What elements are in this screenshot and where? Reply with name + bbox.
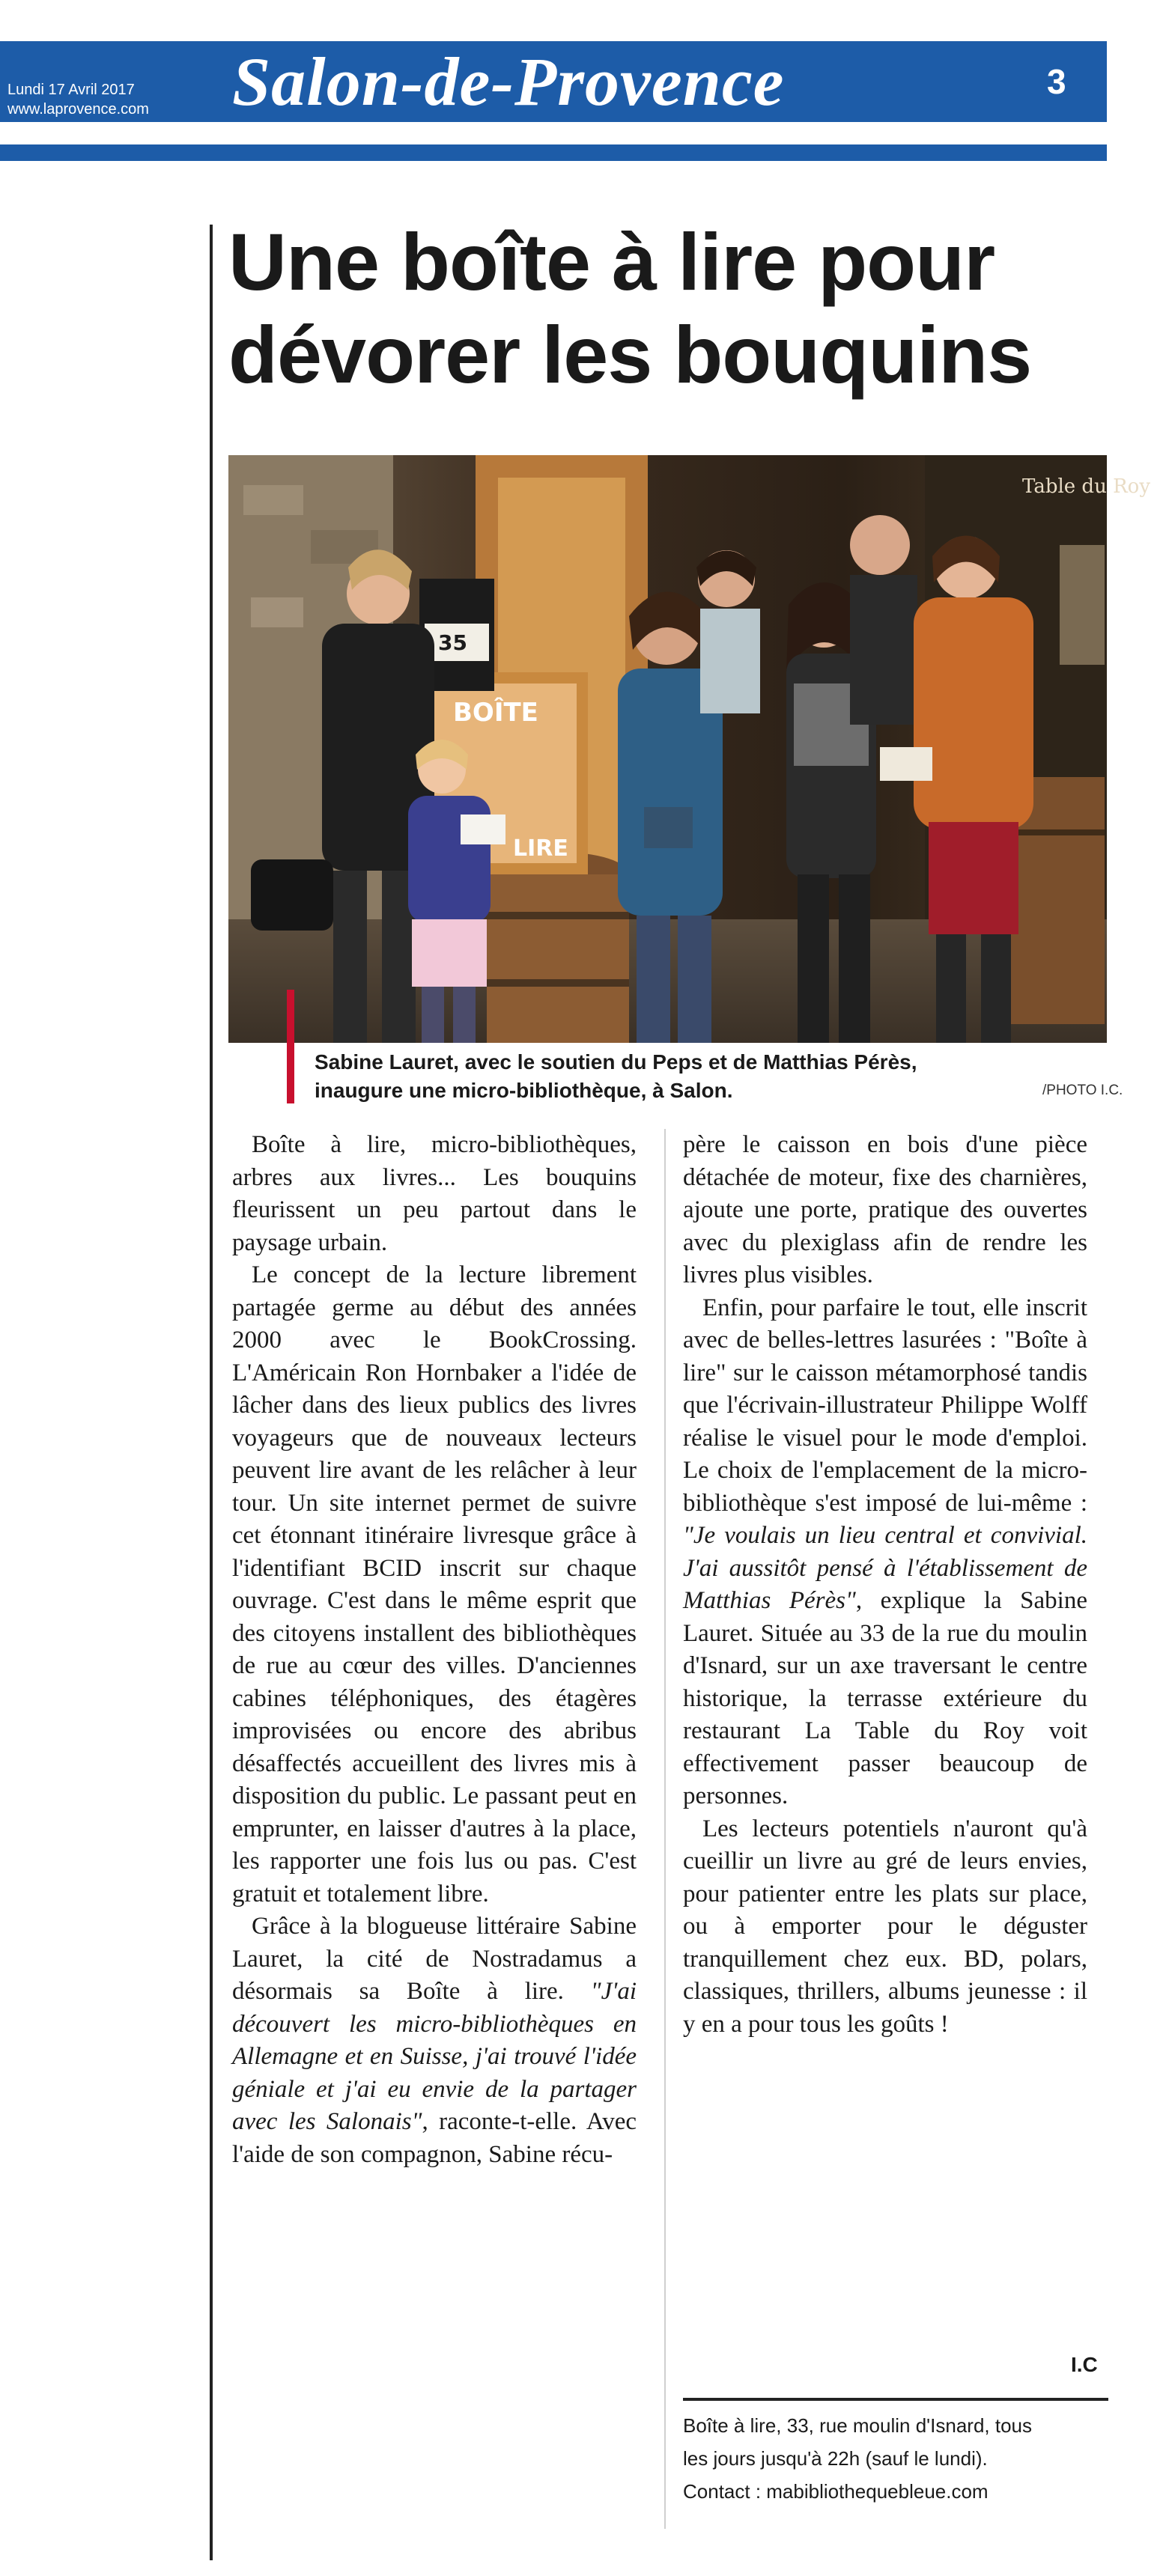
headline-line-1: Une boîte à lire pour (228, 216, 995, 307)
section-title: Salon-de-Provence (232, 43, 785, 120)
sign-lire-text: LIRE (513, 835, 568, 862)
column-divider (664, 1129, 666, 2529)
article-column-left (232, 1129, 637, 2171)
masthead-meta (7, 80, 149, 119)
paragraph-readers: Les lecteurs potentiels n'auront qu'à cueillir un livre au gré de leurs envies, pour patienter entre les plats sur place, ou à emporter pour le déguster tranquillement chez eux. BD, polars, classiques, thrillers, albums jeunesse : il y en a pour tous les goûts ! (683, 1815, 1087, 2038)
paragraph-blogger-end: , raconte-t-elle. Avec l'aide de son compagnon, Sabine récu- (232, 2108, 637, 2168)
quote-location: "Je voulais un lieu central et convivial. J'ai aussitôt pensé à l'établissement de Matthias Pérès" (683, 1522, 1087, 1614)
photo-illustration (228, 455, 1151, 1043)
caption-line-2: inaugure une micro-bibliothèque, à Salon. (315, 1079, 733, 1102)
info-address: Boîte à lire, 33, rue moulin d'Isnard, tous (683, 2414, 1032, 2437)
issue-date: Lundi 17 Avril 2017 (7, 82, 135, 98)
header-divider (0, 144, 1107, 161)
masthead-band (0, 41, 1107, 122)
paragraph-concept: Le concept de la lecture librement partagée germe au début des années 2000 avec le BookCrossing. L'Américain Ron Hornbaker a l'idée de lâcher dans des lieux publics des livres voyageurs que de nouveaux lecteurs peuvent lire avant de les relâcher à leur tour. Un site internet permet de suivre cet étonnant itinéraire livresque grâce à l'identifiant BCID inscrit sur chaque ouvrage. C'est dans le même esprit que des citoyens installent des bibliothèques de rue au cœur des villes. D'anciennes cabines téléphoniques, des étagères improvisées ou encore des abribus désaffectés accueillent des livres mis à disposition du public. Le passant peut en emprunter, en laisser d'autres à la place, les rapporter une fois lus ou pas. C'est gratuit et totalement libre. (232, 1261, 637, 1907)
info-hours: les jours jusqu'à 22h (sauf le lundi). (683, 2447, 988, 2470)
article-photo (228, 455, 1151, 1043)
paragraph-blogger (232, 1910, 637, 2171)
caption-accent-bar (287, 990, 294, 1103)
article-headline (228, 216, 1112, 401)
paragraph-location (683, 1292, 1087, 1813)
info-box-rule (683, 2398, 1108, 2401)
photo-caption (315, 1048, 1108, 1105)
practical-info-box (683, 2409, 1110, 2508)
shop-sign-text: Table du Roy (1022, 475, 1151, 498)
quote-discovery: "J'ai découvert les micro-bibliothèques en Allemagne et en Suisse, j'ai trouvé l'idée géniale et j'ai eu envie de la partager avec les Salonais" (232, 1978, 637, 2135)
page-number: 3 (1047, 62, 1066, 101)
paragraph-blogger-text: Grâce à la blogueuse littéraire Sabine Lauret, la cité de Nostradamus a désormais sa Boîte à lire. (232, 1913, 637, 2005)
caption-line-1: Sabine Lauret, avec le soutien du Peps et de Matthias Pérès, (315, 1050, 917, 1074)
sign-boite-text: BOÎTE (453, 698, 538, 728)
paragraph-intro: Boîte à lire, micro-bibliothèques, arbres aux livres... Les bouquins fleurissent un peu partout dans le paysage urbain. (232, 1131, 637, 1256)
headline-line-2: dévorer les bouquins (228, 309, 1032, 400)
website-url: www.laprovence.com (7, 101, 149, 118)
article-left-rule (210, 225, 213, 2560)
article-column-right (683, 1129, 1087, 2041)
paragraph-location-end: , explique la Sabine Lauret. Située au 33 de la rue du moulin d'Isnard, sur un axe traversant le centre historique, la terrasse extérieure du restaurant La Table du Roy voit effectivement passer beaucoup de personnes. (683, 1587, 1087, 1809)
author-signature: I.C (1071, 2353, 1098, 2376)
info-contact: Contact : mabibliothequebleue.com (683, 2480, 989, 2503)
paragraph-location-text: Enfin, pour parfaire le tout, elle inscrit avec de belles-lettres lasurées : "Boîte à lire" sur le caisson métamorphosé tandis que l'écrivain-illustrateur Philippe Wolff réalise le visuel pour le mode d'emploi. Le choix de l'emplacement de la micro-bibliothèque s'est imposé de lui-même : (683, 1294, 1087, 1517)
paragraph-construction: père le caisson en bois d'une pièce détachée de moteur, fixe des charnières, ajoute une porte, pratique des ouvertes avec du plexiglass afin de rendre les livres plus visibles. (683, 1131, 1087, 1288)
photo-credit: /PHOTO I.C. (1042, 1083, 1123, 1098)
price-tag-text: 35 (438, 630, 467, 655)
